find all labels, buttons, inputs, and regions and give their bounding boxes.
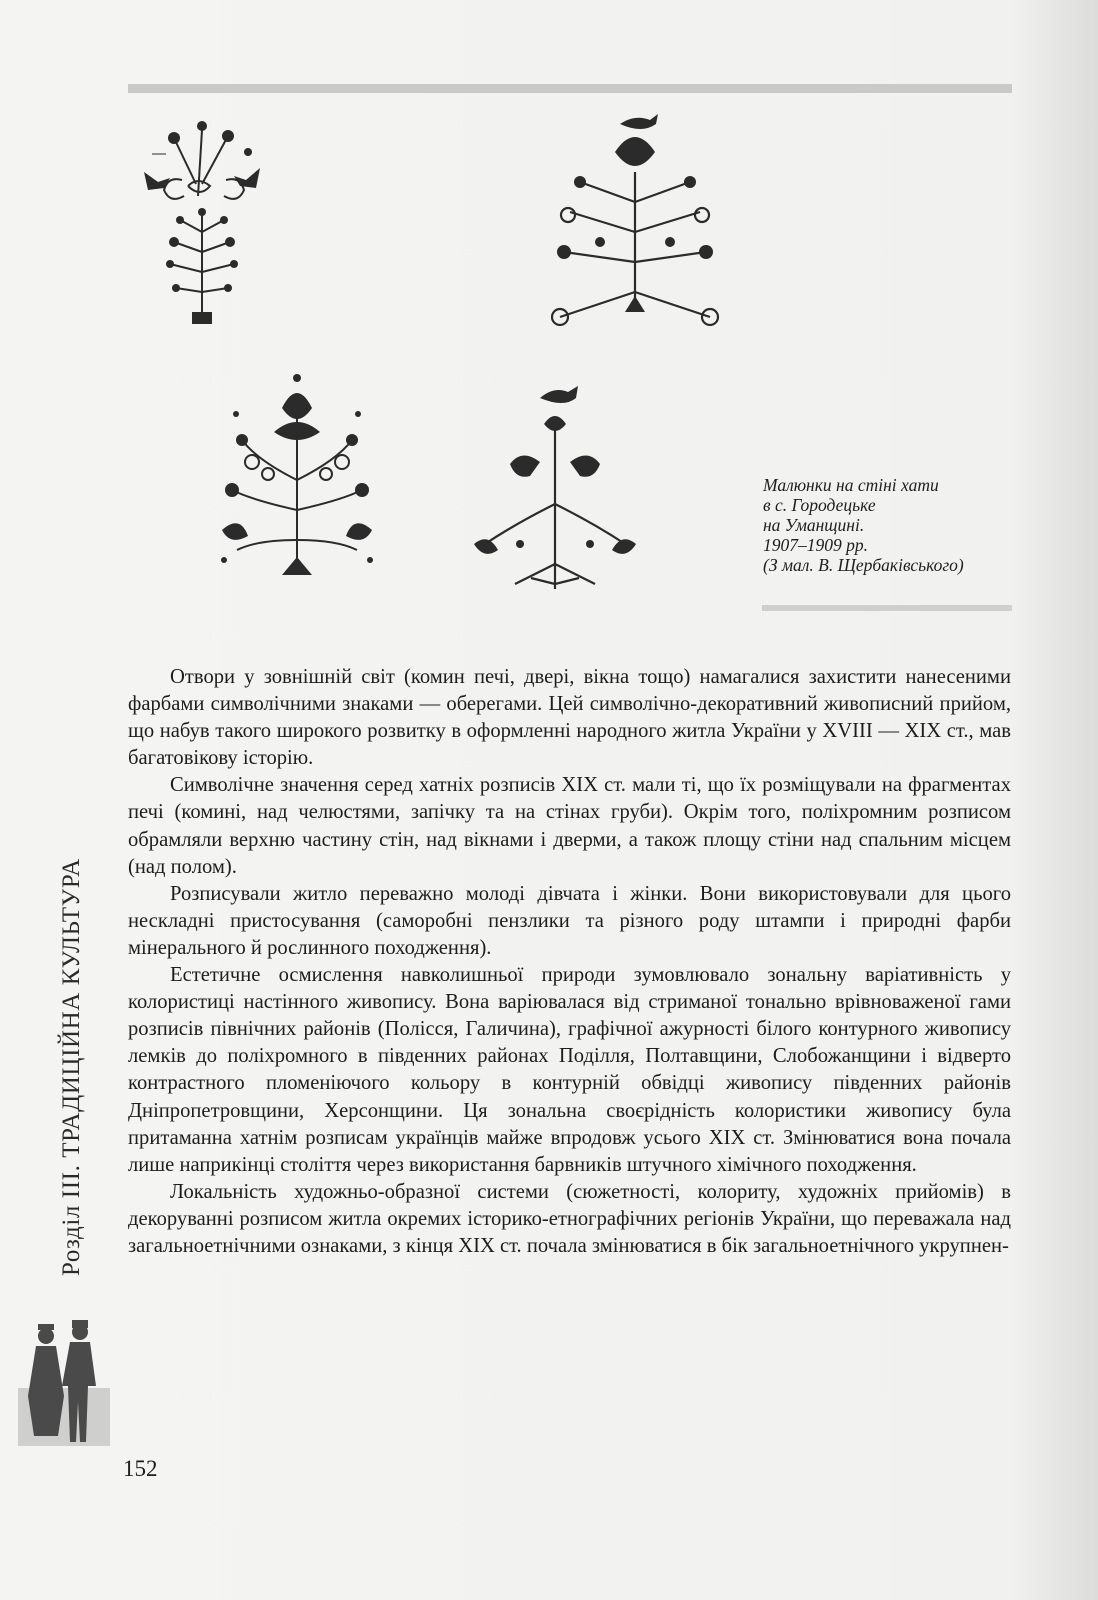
section-side-title: Розділ III. ТРАДИЦІЙНА КУЛЬТУРА — [58, 858, 85, 1276]
tree-ornament-top-left — [130, 112, 290, 334]
tree-ornament-bottom-left — [212, 370, 382, 592]
couple-figure-illustration — [18, 1318, 110, 1446]
caption-line: 1907–1909 рр. — [763, 535, 868, 555]
tree-ornament-bottom-middle — [470, 384, 640, 596]
caption-line: на Уманщині. — [763, 515, 865, 535]
paragraph: Розписували житло переважно молоді дівчата і жінки. Вони використовували для цього нескладні пристосування (саморобні пензлики та різного роду штампи і природні фарби мінерального й рослинного походження). — [128, 882, 1011, 959]
page-number: 152 — [123, 1456, 158, 1481]
paragraph: Локальність художньо-образної системи (сюжетності, колориту, художніх прийомів) в декоруванні розписом житла окремих історико-етнографічних регіонів України, що переважала над загальноетнічними ознаками, з кінця XIX ст. почала змінюватися в бік загальноетнічного укрупнен- — [128, 1180, 1011, 1257]
caption-decorative-band — [762, 605, 1012, 611]
figure-caption — [763, 475, 1023, 575]
top-decorative-band — [128, 84, 1012, 93]
caption-line: Малюнки на стіні хати — [763, 475, 939, 495]
paragraph: Естетичне осмислення навколишньої природи зумовлювало зональну варіативність у колористиці настінного живопису. Вона варіювалася від стриманої тонально врівноваженої гами розписів північних районів (Полісся, Галичина), графічної ажурності білого контурного живопису лемків до поліхромного в південних районах Поділля, Полтавщини, Слобожанщини і відверто контрастного пломеніючого кольору в контурній обвідці живопису південних районів Дніпропетровщини, Херсонщини. Ця зональна своєрідність колористики живопису була притаманна хатнім розписам українців майже впродовж усього XIX ст. Змінюватися вона почала лише наприкінці століття через використання барвників штучного хімічного походження. — [128, 964, 1011, 1176]
caption-line: в с. Городецьке — [763, 495, 876, 515]
caption-line: (З мал. В. Щербаківського) — [763, 555, 964, 575]
tree-ornament-top-right — [540, 112, 730, 337]
paragraph: Символічне значення серед хатніх розписів XIX ст. мали ті, що їх розміщували на фрагментах печі (комині, над челюстями, запічку та на стінах груби). Окрім того, поліхромним розписом обрамляли верхню частину стін, над вікнами і дверми, а також площу стіни над спальним місцем (над полом). — [128, 774, 1011, 878]
body-text — [128, 664, 1011, 1260]
paragraph: Отвори у зовнішній світ (комин печі, двері, вікна тощо) намагалися захистити нанесеними фарбами символічними знаками — оберегами. Цей символічно-декоративний живописний прийом, що набув такого широкого розвитку в оформленні народного житла України у XVIII — XIX ст., мав багатовікову історію. — [128, 666, 1011, 770]
